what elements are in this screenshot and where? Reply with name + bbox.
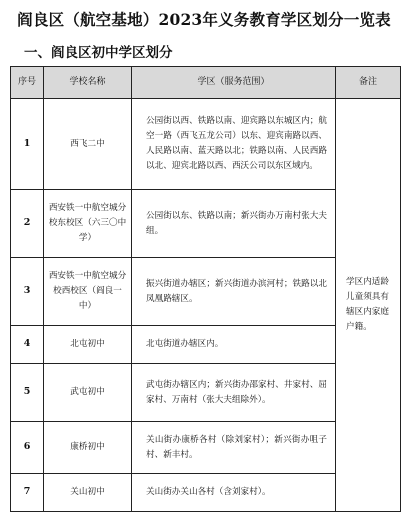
district-area: 武屯街办辖区内；新兴街办邵家村、井家村、屈家村、万南村（张大夫组除外）。 [132,364,336,422]
row-number: 1 [11,99,44,190]
district-area: 关山街办康桥各村（除刘家村）；新兴街办咀子村、新丰村。 [132,422,336,474]
row-number: 4 [11,326,44,364]
school-name: 西安铁一中航空城分校东校区（六三〇中学） [44,190,132,258]
row-number: 3 [11,258,44,326]
row-number: 5 [11,364,44,422]
document-title: 阎良区（航空基地）2023年义务教育学区划分一览表 [17,10,391,29]
school-name: 康桥初中 [44,422,132,474]
district-area: 关山街办关山各村（含刘家村）。 [132,474,336,512]
header-area: 学区（服务范围） [132,67,336,99]
district-area: 公园街以东、铁路以南；新兴街办万南村张大夫组。 [132,190,336,258]
row-number: 6 [11,422,44,474]
section-heading: 一、阎良区初中学区划分 [24,45,173,61]
school-district-table [10,66,401,512]
district-area: 北屯街道办辖区内。 [132,326,336,364]
header-school: 学校名称 [44,67,132,99]
school-name: 西安铁一中航空城分校西校区（阎良一中） [44,258,132,326]
header-no: 序号 [11,67,44,99]
school-name: 武屯初中 [44,364,132,422]
header-note: 备注 [336,67,401,99]
table-row [11,99,401,190]
note-cell: 学区内适龄儿童须具有辖区内家庭户籍。 [336,99,401,512]
school-name: 西飞二中 [44,99,132,190]
school-name: 关山初中 [44,474,132,512]
row-number: 2 [11,190,44,258]
table-header-row [11,67,401,99]
district-area: 振兴街道办辖区；新兴街道办滨河村；铁路以北凤凰路辖区。 [132,258,336,326]
school-name: 北屯初中 [44,326,132,364]
row-number: 7 [11,474,44,512]
district-area: 公园街以西、铁路以南、迎宾路以东城区内；航空一路（西飞五龙公司）以东、迎宾南路以西、人民路以南、蓝天路以北；铁路以南、人民西路以北、迎宾北路以西、西沃公司以东区域内。 [132,99,336,190]
